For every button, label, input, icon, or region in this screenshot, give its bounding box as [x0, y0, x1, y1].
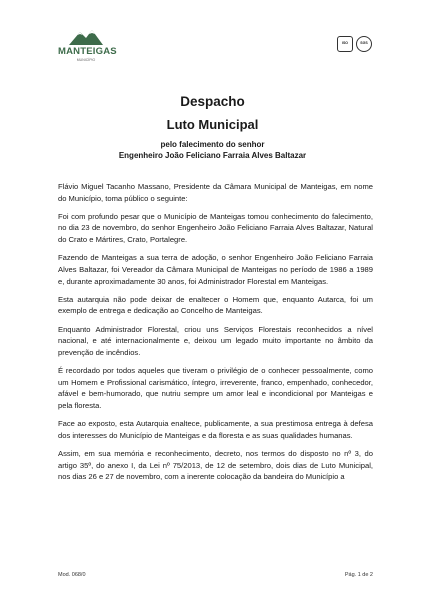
logo-subtitle: MUNICÍPIO: [76, 58, 96, 62]
document-body: [58, 181, 373, 490]
page-number: Pág. 1 de 2: [344, 572, 373, 578]
paragraph: Enquanto Administrador Florestal, criou uns Serviços Florestais reconhecidos a nível nacional, e até internacionalmente e, deixou um legado muito importante no âmbito da prevenção de incêndios.: [58, 324, 373, 357]
paragraph: Assim, em sua memória e reconhecimento, decreto, nos termos do disposto no nº 3, do artigo 35º, do anexo I, da Lei nº 75/2013, de 12 de setembro, dois dias de Luto Municipal, nos dias 26 e 27 de novembro, com a inerente colocação da bandeira do Município a: [58, 449, 373, 482]
paragraph: Foi com profundo pesar que o Município de Manteigas tomou conhecimento do falecimento, no dia 23 de novembro, do senhor Engenheiro João Feliciano Farraia Alves Baltazar, Natural do Crato e Mártires, Crato, Portalegre.: [58, 211, 373, 245]
paragraph: Fazendo de Manteigas a sua terra de adoção, o senhor Engenheiro João Feliciano Farraia Alves Baltazar, foi Vereador da Câmara Municipal de Manteigas no período de 1986 a 1989 e, durante aproximadamente 30 anos, foi Administrador Florestal em Manteigas.: [58, 253, 373, 286]
mountain-logo-icon: [69, 27, 103, 45]
logo-name: MANTEIGAS: [58, 46, 117, 57]
dedication-line-2: Engenheiro João Feliciano Farraia Alves Baltazar: [118, 151, 307, 160]
paragraph: Face ao exposto, esta Autarquia enaltece, publicamente, a sua prestimosa entrega à defesa dos interesses do Município de Manteigas e da floresta e as suas qualidades humanas.: [58, 419, 373, 440]
document-subtitle: Luto Municipal: [166, 117, 259, 132]
paragraph: Esta autarquia não pode deixar de enaltecer o Homem que, enquanto Autarca, foi um exemplo de entrega e dedicação ao Concelho de Manteigas.: [58, 294, 373, 316]
dedication-line-1: pelo falecimento do senhor: [160, 140, 265, 149]
paragraph: Flávio Miguel Tacanho Massano, Presidente da Câmara Municipal de Manteigas, em nome do Município, toma público o seguinte:: [58, 182, 373, 203]
certification-badges: [337, 36, 373, 52]
sgs-certification-icon: SGS: [356, 36, 372, 52]
paragraph: É recordado por todos aqueles que tiveram o privilégio de o conhecer pessoalmente, como um Homem e Profissional carismático, íntegro, irreverente, franco, empenhado, conhecedor, afável e bem-humorado, que nutriu sempre um amor leal e incondicional por Manteigas e pela floresta.: [58, 366, 373, 410]
iso-certification-icon: ISO: [337, 36, 353, 52]
municipality-logo: [58, 27, 117, 69]
document-title: Despacho: [180, 94, 245, 109]
form-code: Mod. 068/0: [58, 572, 86, 578]
